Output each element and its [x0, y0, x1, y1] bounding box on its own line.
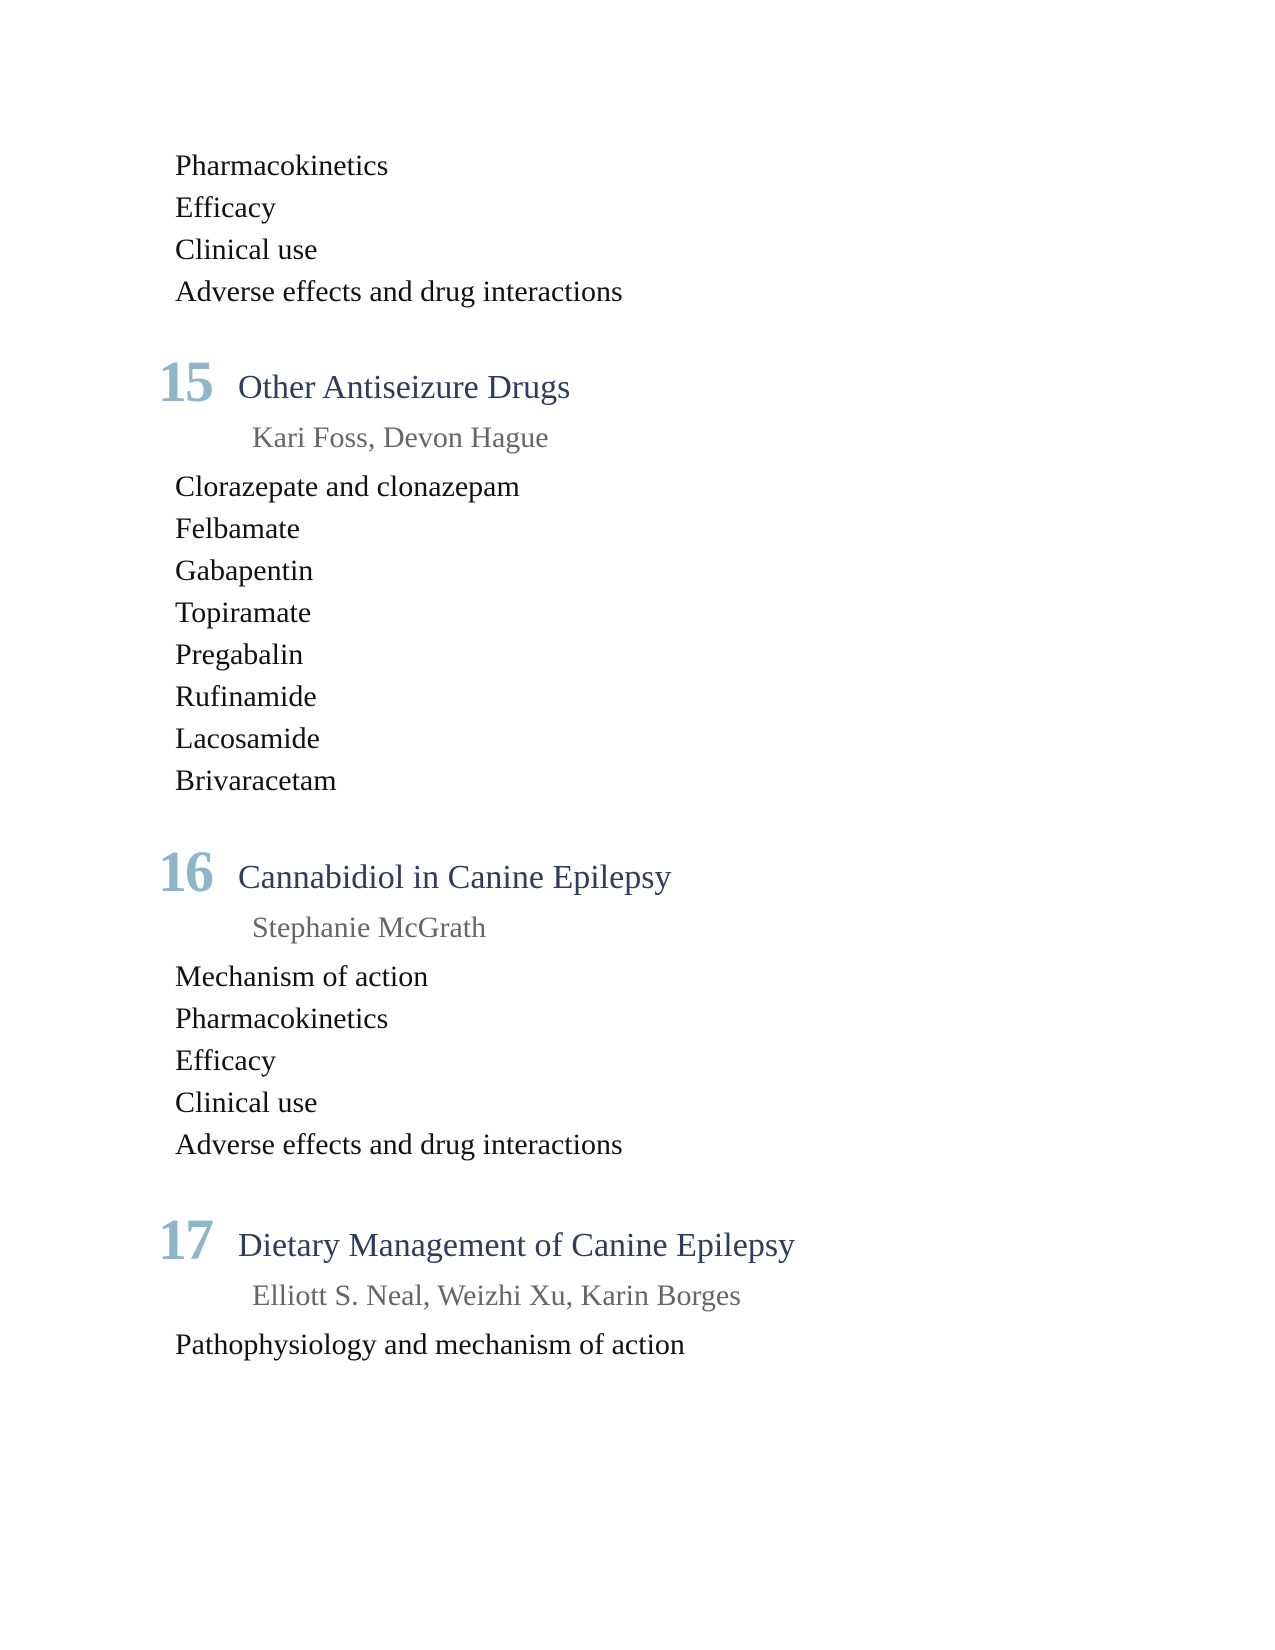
topic-item[interactable]: Lacosamide — [175, 722, 320, 755]
chapter-title[interactable]: Cannabidiol in Canine Epilepsy — [238, 859, 672, 896]
topic-item[interactable]: Mechanism of action — [175, 960, 429, 993]
chapter-topic-list — [175, 1324, 741, 1366]
topic-item[interactable]: Adverse effects and drug interactions — [175, 275, 623, 308]
topic-item[interactable]: Pharmacokinetics — [175, 149, 389, 182]
chapter-number: 16 — [158, 839, 212, 904]
chapter-title[interactable]: Dietary Management of Canine Epilepsy — [238, 1227, 796, 1264]
topic-item[interactable]: Brivaracetam — [175, 764, 337, 797]
topic-item[interactable]: Clinical use — [175, 1086, 318, 1119]
topic-item[interactable]: Felbamate — [175, 512, 300, 545]
topic-item[interactable]: Efficacy — [175, 1044, 277, 1077]
topic-item[interactable]: Gabapentin — [175, 554, 314, 587]
chapter-15-entry — [158, 349, 571, 802]
topic-item[interactable]: Adverse effects and drug interactions — [175, 1128, 623, 1161]
chapter-number: 15 — [158, 349, 212, 414]
topic-item[interactable]: Pregabalin — [175, 638, 304, 671]
chapter-authors: Stephanie McGrath — [252, 911, 487, 944]
chapter-17-entry — [158, 1207, 796, 1366]
continued-topic-list — [175, 145, 623, 313]
chapter-topic-list — [175, 466, 549, 802]
chapter-heading — [158, 1207, 796, 1272]
topic-item[interactable]: Topiramate — [175, 596, 312, 629]
chapter-authors: Kari Foss, Devon Hague — [252, 421, 549, 454]
topic-item[interactable]: Clorazepate and clonazepam — [175, 470, 520, 503]
chapter-authors: Elliott S. Neal, Weizhi Xu, Karin Borges — [252, 1279, 741, 1312]
topic-item[interactable]: Pathophysiology and mechanism of action — [175, 1328, 685, 1361]
chapter-topic-list — [175, 956, 623, 1166]
chapter-16-entry — [158, 839, 672, 1166]
topic-item[interactable]: Rufinamide — [175, 680, 317, 713]
chapter-heading — [158, 839, 672, 904]
topic-item[interactable]: Pharmacokinetics — [175, 1002, 389, 1035]
chapter-title[interactable]: Other Antiseizure Drugs — [238, 369, 571, 406]
chapter-number: 17 — [158, 1207, 212, 1272]
chapter-heading — [158, 349, 571, 414]
topic-item[interactable]: Clinical use — [175, 233, 318, 266]
topic-item[interactable]: Efficacy — [175, 191, 277, 224]
